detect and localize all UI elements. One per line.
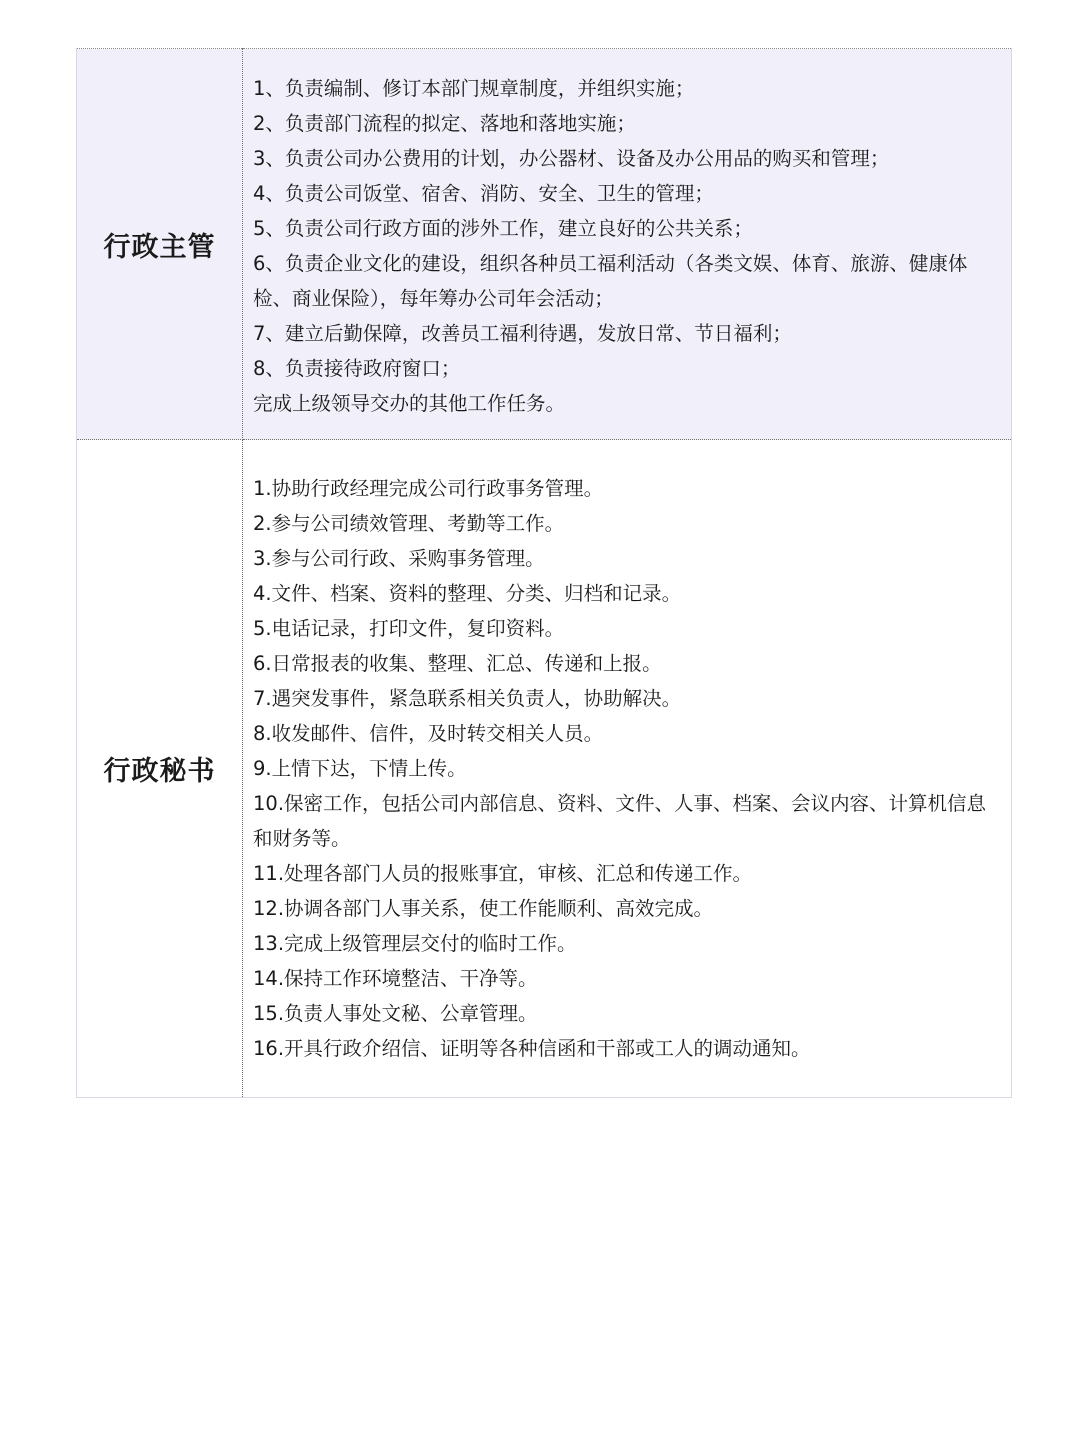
duty-table: [76, 48, 1012, 1098]
duty-line: 4、负责公司饭堂、宿舍、消防、安全、卫生的管理；: [253, 182, 714, 205]
duty-line: 3.参与公司行政、采购事务管理。: [253, 547, 545, 570]
duty-line: 7、建立后勤保障，改善员工福利待遇，发放日常、节日福利；: [253, 322, 792, 345]
duty-line: 15.负责人事处文秘、公章管理。: [253, 1002, 538, 1025]
duty-line: 5、负责公司行政方面的涉外工作，建立良好的公共关系；: [253, 217, 753, 240]
duty-line: 12.协调各部门人事关系，使工作能顺利、高效完成。: [253, 897, 714, 920]
duty-line: 2.参与公司绩效管理、考勤等工作。: [253, 512, 565, 535]
duty-description-cell: [243, 49, 1012, 440]
duty-line: 1.协助行政经理完成公司行政事务管理。: [253, 477, 604, 500]
table-row-admin-secretary: [77, 440, 1012, 1098]
duty-line: 10.保密工作，包括公司内部信息、资料、文件、人事、档案、会议内容、计算机信息和财务等。: [253, 792, 987, 850]
duty-line: 5.电话记录，打印文件，复印资料。: [253, 617, 565, 640]
duty-line: 9.上情下达，下情上传。: [253, 757, 467, 780]
duty-line: 6.日常报表的收集、整理、汇总、传递和上报。: [253, 652, 662, 675]
role-name-cell: 行政主管: [77, 49, 243, 440]
duty-line: 8、负责接待政府窗口；: [253, 357, 461, 380]
duty-line: 7.遇突发事件，紧急联系相关负责人，协助解决。: [253, 687, 682, 710]
duty-line: 2、负责部门流程的拟定、落地和落地实施；: [253, 112, 636, 135]
duty-line: 完成上级领导交办的其他工作任务。: [253, 392, 566, 415]
duty-description-cell: [243, 440, 1012, 1098]
role-name-cell: 行政秘书: [77, 440, 243, 1098]
table-row-admin-supervisor: [77, 49, 1012, 440]
duty-line: 8.收发邮件、信件，及时转交相关人员。: [253, 722, 604, 745]
duty-line: 4.文件、档案、资料的整理、分类、归档和记录。: [253, 582, 682, 605]
duty-line: 3、负责公司办公费用的计划，办公器材、设备及办公用品的购买和管理；: [253, 147, 890, 170]
duty-line: 6、负责企业文化的建设，组织各种员工福利活动（各类文娱、体育、旅游、健康体检、商业保险），每年筹办公司年会活动；: [253, 252, 968, 310]
duty-line: 13.完成上级管理层交付的临时工作。: [253, 932, 577, 955]
duty-line: 11.处理各部门人员的报账事宜，审核、汇总和传递工作。: [253, 862, 753, 885]
duty-line: 14.保持工作环境整洁、干净等。: [253, 967, 538, 990]
duty-line: 16.开具行政介绍信、证明等各种信函和干部或工人的调动通知。: [253, 1037, 811, 1060]
duty-line: 1、负责编制、修订本部门规章制度，并组织实施；: [253, 77, 695, 100]
